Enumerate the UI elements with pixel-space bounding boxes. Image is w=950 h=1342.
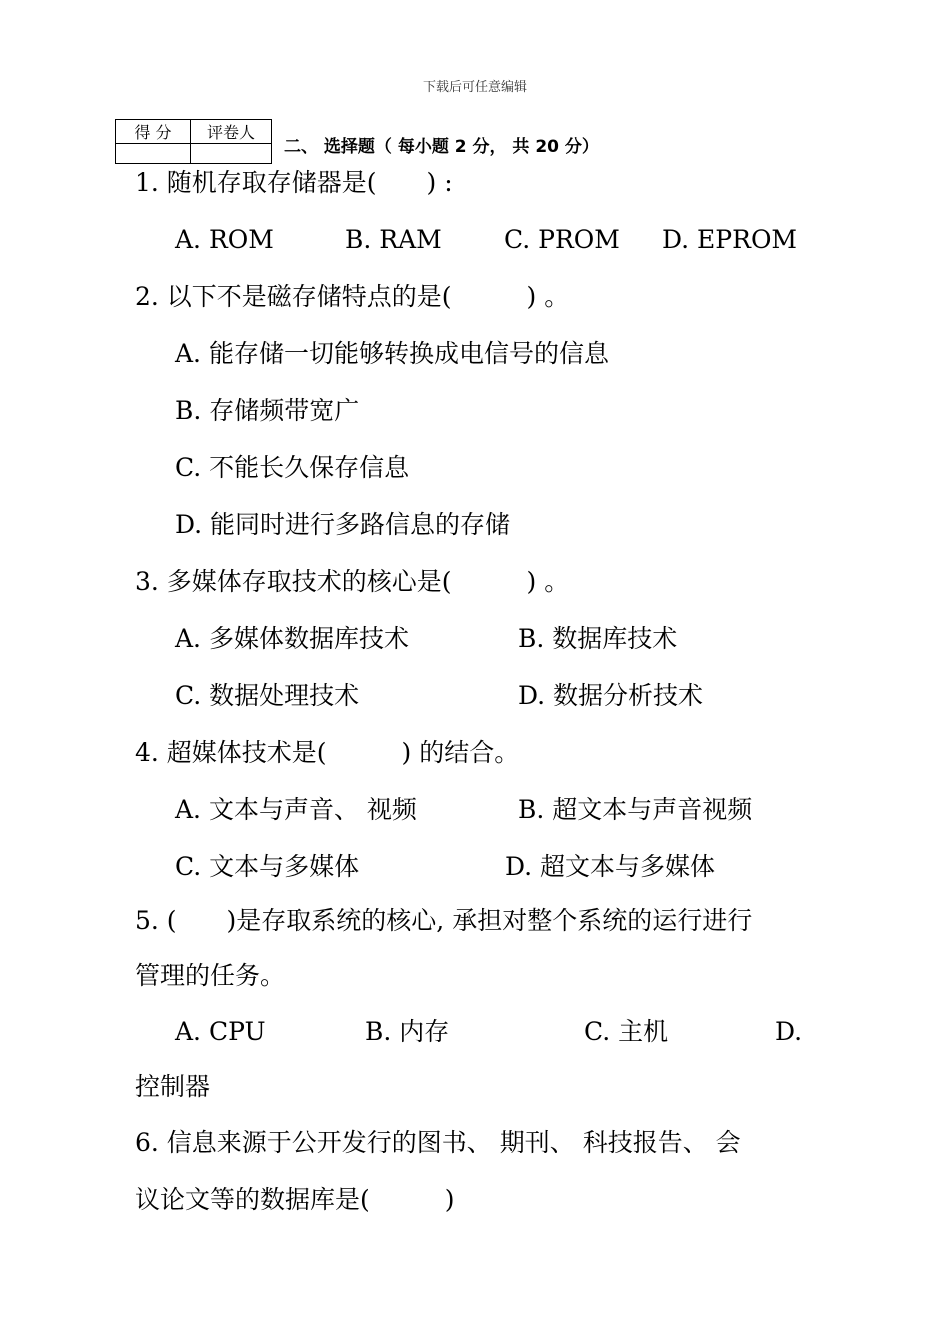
question-4-option-c: C. 文本与多媒体 [175,852,360,881]
question-2-option-b: B. 存储频带宽广 [175,396,360,425]
question-4-stem: 4. 超媒体技术是( ) 的结合。 [135,738,520,767]
grader-cell [191,144,272,164]
question-1-option-a: A. ROM [175,225,274,254]
question-1-stem: 1. 随机存取存储器是( ) : [135,168,453,197]
question-3-option-b: B. 数据库技术 [518,624,678,653]
section-title: 二、 选择题（ 每小题 2 分， 共 20 分） [284,137,599,157]
question-1-option-d: D. EPROM [662,225,798,254]
score-label: 得 分 [116,120,191,144]
question-5-stem-line-2: 管理的任务。 [135,961,286,990]
question-4-option-a: A. 文本与声音、 视频 [175,795,417,824]
score-cell [116,144,191,164]
question-6-stem-line-2: 议论文等的数据库是( ) [135,1185,455,1214]
question-4-option-b: B. 超文本与声音视频 [518,795,753,824]
question-5-option-a: A. CPU [175,1017,266,1046]
question-2-option-a: A. 能存储一切能够转换成电信号的信息 [175,339,609,368]
question-3-option-a: A. 多媒体数据库技术 [175,624,409,653]
grader-label: 评卷人 [191,120,272,144]
question-5-stem-line-1: 5. ( )是存取系统的核心, 承担对整个系统的运行进行 [135,906,753,935]
question-5-option-b: B. 内存 [365,1017,450,1046]
question-5-option-d-text: 控制器 [135,1072,211,1101]
question-4-option-d: D. 超文本与多媒体 [505,852,716,881]
question-1-option-b: B. RAM [345,225,442,254]
question-6-stem-line-1: 6. 信息来源于公开发行的图书、 期刊、 科技报告、 会 [135,1128,741,1157]
question-2-option-c: C. 不能长久保存信息 [175,453,410,482]
question-3-stem: 3. 多媒体存取技术的核心是( ) 。 [135,567,570,596]
question-5-option-d: D. [775,1017,803,1046]
question-1-option-c: C. PROM [504,225,620,254]
question-2-option-d: D. 能同时进行多路信息的存储 [175,510,511,539]
question-3-option-d: D. 数据分析技术 [518,681,704,710]
question-2-stem: 2. 以下不是磁存储特点的是( ) 。 [135,282,570,311]
page-header: 下载后可任意编辑 [422,80,527,95]
question-3-option-c: C. 数据处理技术 [175,681,360,710]
question-5-option-c: C. 主机 [584,1017,669,1046]
score-table [115,119,272,164]
